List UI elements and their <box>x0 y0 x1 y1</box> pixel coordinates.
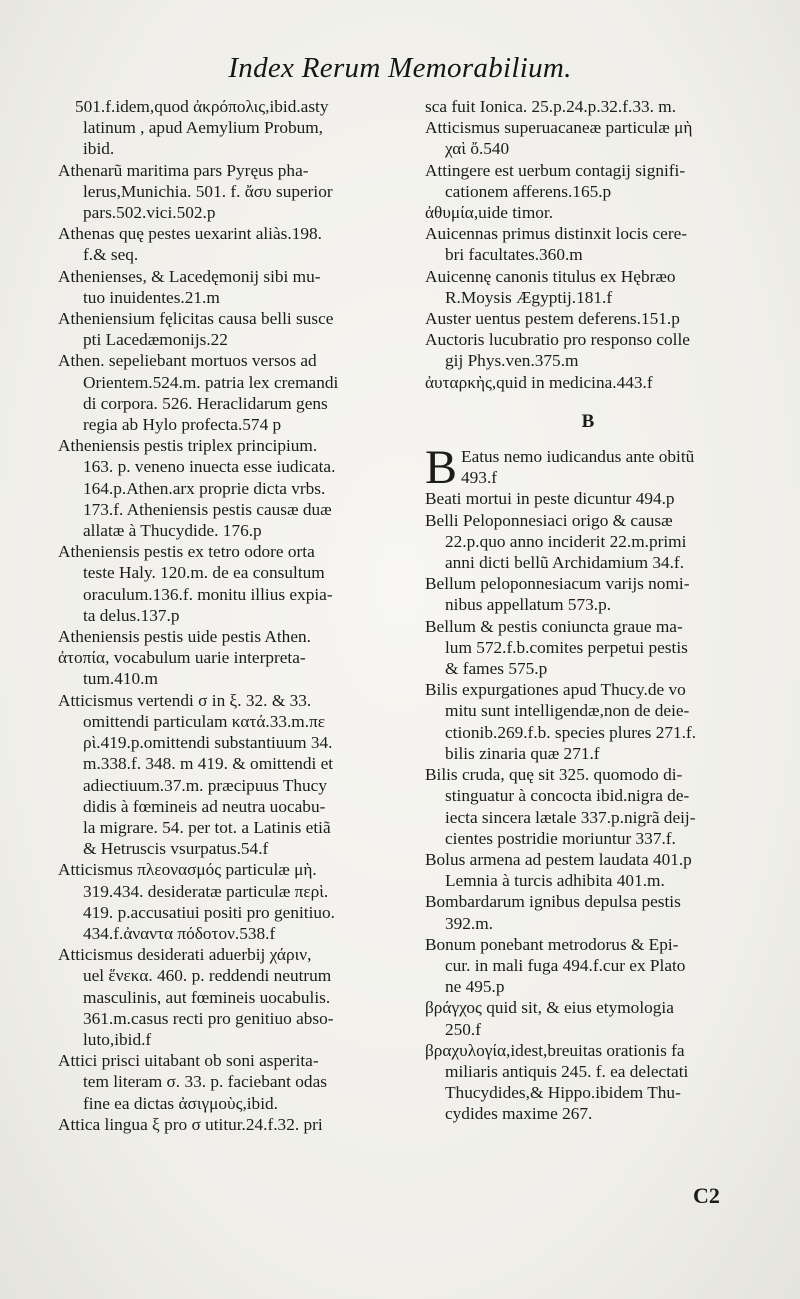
index-entry <box>425 573 751 615</box>
index-entry <box>425 1040 751 1125</box>
entry-line: Atheniensium fęlicitas causa belli susce <box>58 309 334 329</box>
index-entry <box>425 997 751 1039</box>
entry-line: bri facultates.360.m <box>445 245 583 265</box>
entry-line: ἀτοπία, vocabulum uarie interpreta- <box>58 648 306 668</box>
index-entry <box>425 679 751 764</box>
index-entry <box>425 372 751 393</box>
index-entry <box>58 859 408 944</box>
entry-line: omittendi particulam κατά.33.m.πε <box>83 711 326 731</box>
entry-line: cationem afferens.165.p <box>445 181 612 201</box>
section-letter: B <box>581 410 595 432</box>
entry-line: miliaris antiquis 245. f. ea delectati <box>445 1061 689 1081</box>
entry-line: teste Haly. 120.m. de ea consultum <box>83 563 325 583</box>
entry-line: & fames 575.p <box>445 659 548 679</box>
entry-line: Atticismus superuacaneæ particulæ μὴ <box>425 118 693 138</box>
right-column-entries-a <box>425 96 751 393</box>
entry-line: 419. p.accusatiui positi pro genitiuo. <box>83 902 335 922</box>
entry-line: Auster uentus pestem deferens.151.p <box>425 309 680 329</box>
entry-line: regia ab Hylo profecta.574 p <box>83 415 282 435</box>
entry-line: βράγχος quid sit, & eius etymologia <box>425 998 674 1018</box>
entry-line: Athenienses, & Lacedęmonij sibi mu- <box>58 266 321 286</box>
index-entry <box>58 96 408 160</box>
entry-line: 163. p. veneno inuecta esse iudicata. <box>83 457 336 477</box>
entry-line: fine ea dictas ἀσιγμοὺς,ibid. <box>83 1093 278 1113</box>
entry-line: tuo inuidentes.21.m <box>83 287 220 307</box>
entry-line: Eatus nemo iudicandus ante obitũ <box>461 447 695 467</box>
entry-line: ρὶ.419.p.omittendi substantiuum 34. <box>83 733 333 753</box>
entry-line: 434.f.ἀναντα πόδοτον.538.f <box>83 923 276 943</box>
index-entry <box>425 96 751 117</box>
entry-line: m.338.f. 348. m 419. & omittendi et <box>83 754 334 774</box>
entry-line: Thucydides,& Hippo.ibidem Thu- <box>445 1083 681 1103</box>
entry-line: oraculum.136.f. monitu illius expia- <box>83 584 333 604</box>
entry-line: nibus appellatum 573.p. <box>445 595 612 615</box>
entry-line: Bonum ponebant metrodorus & Epi- <box>425 934 679 954</box>
entry-line: cientes postridie moriuntur 337.f. <box>445 828 676 848</box>
index-entry <box>425 891 751 933</box>
entry-line: Bolus armena ad pestem laudata 401.p <box>425 849 692 869</box>
drop-capital: B <box>425 441 458 495</box>
entry-line: Atheniensis pestis triplex principium. <box>58 436 318 456</box>
entry-line: gij Phys.ven.375.m <box>445 351 579 371</box>
entry-line: lum 572.f.b.comites perpetui pestis <box>445 637 688 657</box>
entry-line: Beati mortui in peste dicuntur 494.p <box>425 489 675 509</box>
entry-line: Attici prisci uitabant ob soni asperita- <box>58 1051 319 1071</box>
index-entry <box>425 266 751 308</box>
right-column-entries-b <box>425 441 751 1125</box>
index-entry <box>58 160 408 224</box>
entry-line: Atheniensis pestis ex tetro odore orta <box>58 542 315 562</box>
entry-line: cur. in mali fuga 494.f.cur ex Plato <box>445 955 686 975</box>
index-entry <box>425 441 751 495</box>
entry-line: iecta sincera lætale 337.p.nigrã deij- <box>445 807 696 827</box>
entry-line: Bilis expurgationes apud Thucy.de vo <box>425 680 686 700</box>
index-entry <box>425 160 751 202</box>
entry-line: Attingere est uerbum contagij signifi- <box>425 160 686 180</box>
entry-line: ne 495.p <box>445 977 505 997</box>
entry-line: uel ἕνεκα. 460. p. reddendi neutrum <box>83 966 332 986</box>
entry-line: 319.434. desideratæ particulæ περὶ. <box>83 881 329 901</box>
entry-line: Auicennę canonis titulus ex Hębræo <box>425 266 676 286</box>
entry-line: stinguatur à concocta ibid.nigra de- <box>445 786 690 806</box>
entry-line: Attica lingua ξ pro σ utitur.24.f.32. pri <box>58 1114 323 1134</box>
entry-line: Bellum peloponnesiacum varijs nomi- <box>425 574 690 594</box>
entry-line: Athenarũ maritima pars Pyręus pha- <box>58 160 309 180</box>
entry-line: la migrare. 54. per tot. a Latinis etiã <box>83 817 331 837</box>
index-entry <box>58 435 408 541</box>
index-entry <box>425 223 751 265</box>
entry-line: mitu sunt intelligendæ,non de deie- <box>445 701 690 721</box>
entry-line: allatæ à Thucydide. 176.p <box>83 521 262 541</box>
entry-line: lerus,Munichia. 501. f. ἄσυ superior <box>83 181 333 201</box>
index-entry <box>425 308 751 329</box>
index-entry <box>58 944 408 1050</box>
entry-line: 164.p.Athen.arx proprie dicta vrbs. <box>83 478 326 498</box>
entry-line: sca fuit Ionica. 25.p.24.p.32.f.33. m. <box>425 97 677 116</box>
entry-line: Auicennas primus distinxit locis cere- <box>425 224 688 244</box>
entry-line: pti Lacedæmonijs.22 <box>83 330 228 350</box>
index-entry <box>425 616 751 680</box>
index-entry <box>425 849 751 891</box>
entry-line: ibid. <box>83 139 115 159</box>
entry-line: Lemnia à turcis adhibita 401.m. <box>445 871 665 891</box>
entry-line: χαὶ ὄ.540 <box>445 139 510 159</box>
entry-line: 493.f <box>461 468 498 488</box>
right-column <box>425 96 751 1125</box>
index-entry <box>425 329 751 371</box>
entry-line: latinum , apud Aemylium Probum, <box>83 118 324 138</box>
entry-line: ἀθυμία,uide timor. <box>425 203 554 223</box>
entry-line: cydides maxime 267. <box>445 1104 593 1124</box>
entry-line: masculinis, aut fœmineis uocabulis. <box>83 987 331 1007</box>
index-entry <box>425 764 751 849</box>
entry-line: 501.f.idem,quod ἀκρόπολις,ibid.asty <box>75 97 329 116</box>
entry-line: Bellum & pestis coniuncta graue ma- <box>425 616 683 636</box>
entry-line: ἀυταρκὴς,quid in medicina.443.f <box>425 372 653 392</box>
signature-mark: C2 <box>693 1183 720 1208</box>
index-entry <box>58 1050 408 1114</box>
entry-line: Atheniensis pestis uide pestis Athen. <box>58 627 311 647</box>
entry-line: & Hetruscis vsurpatus.54.f <box>83 839 269 859</box>
entry-line: luto,ibid.f <box>83 1029 152 1049</box>
index-entry <box>425 934 751 998</box>
entry-line: Atticismus desiderati aduerbij χάριν, <box>58 945 312 965</box>
entry-line: Orientem.524.m. patria lex cremandi <box>83 372 339 392</box>
entry-line: di corpora. 526. Heraclidarum gens <box>83 393 328 413</box>
entry-line: Bilis cruda, quę sit 325. quomodo di- <box>425 765 683 785</box>
entry-line: Auctoris lucubratio pro responso colle <box>425 330 690 350</box>
left-column <box>58 96 408 1135</box>
index-entry <box>425 202 751 223</box>
entry-line: anni dicti bellũ Archidamium 34.f. <box>445 553 685 573</box>
entry-line: ctionib.269.f.b. species plures 271.f. <box>445 722 697 742</box>
entry-line: Atticismus vertendi σ in ξ. 32. & 33. <box>58 690 312 710</box>
index-entry <box>58 541 408 626</box>
entry-line: Athenas quę pestes uexarint aliàs.198. <box>58 224 322 244</box>
entry-line: didis à fœmineis ad neutra uocabu- <box>83 796 326 816</box>
entry-line: 250.f <box>445 1019 481 1039</box>
entry-line: pars.502.vici.502.p <box>83 203 216 223</box>
page-title: Index Rerum Memorabilium. <box>228 52 572 84</box>
entry-line: adiectiuum.37.m. præcipuus Thucy <box>83 775 327 795</box>
entry-line: Bombardarum ignibus depulsa pestis <box>425 892 681 912</box>
index-entry <box>425 488 751 509</box>
entry-line: tum.410.m <box>83 669 158 689</box>
entry-line: 361.m.casus recti pro genitiuo abso- <box>83 1008 334 1028</box>
entry-line: 173.f. Atheniensis pestis causæ duæ <box>83 499 332 519</box>
entry-line: βραχυλογία,idest,breuitas orationis fa <box>425 1040 685 1060</box>
entry-line: Belli Peloponnesiaci origo & causæ <box>425 510 673 530</box>
index-entry <box>58 266 408 308</box>
index-entry <box>425 117 751 159</box>
index-entry <box>58 308 408 350</box>
index-entry <box>58 690 408 860</box>
entry-line: tem literam σ. 33. p. faciebant odas <box>83 1072 327 1092</box>
entry-line: f.& seq. <box>83 245 139 265</box>
index-entry <box>58 350 408 435</box>
index-entry <box>58 626 408 647</box>
entry-line: 22.p.quo anno inciderit 22.m.primi <box>445 531 687 551</box>
index-entry <box>425 510 751 574</box>
entry-line: R.Moysis Ægyptij.181.f <box>445 287 613 307</box>
entry-line: ta delus.137.p <box>83 605 180 625</box>
index-entry <box>58 223 408 265</box>
entry-line: bilis zinaria quæ 271.f <box>445 743 600 763</box>
index-entry <box>58 647 408 689</box>
entry-line: Athen. sepeliebant mortuos versos ad <box>58 351 317 371</box>
entry-line: Atticismus πλεονασμός particulæ μὴ. <box>58 860 317 880</box>
entry-line: 392.m. <box>445 913 494 933</box>
index-entry <box>58 1114 408 1135</box>
